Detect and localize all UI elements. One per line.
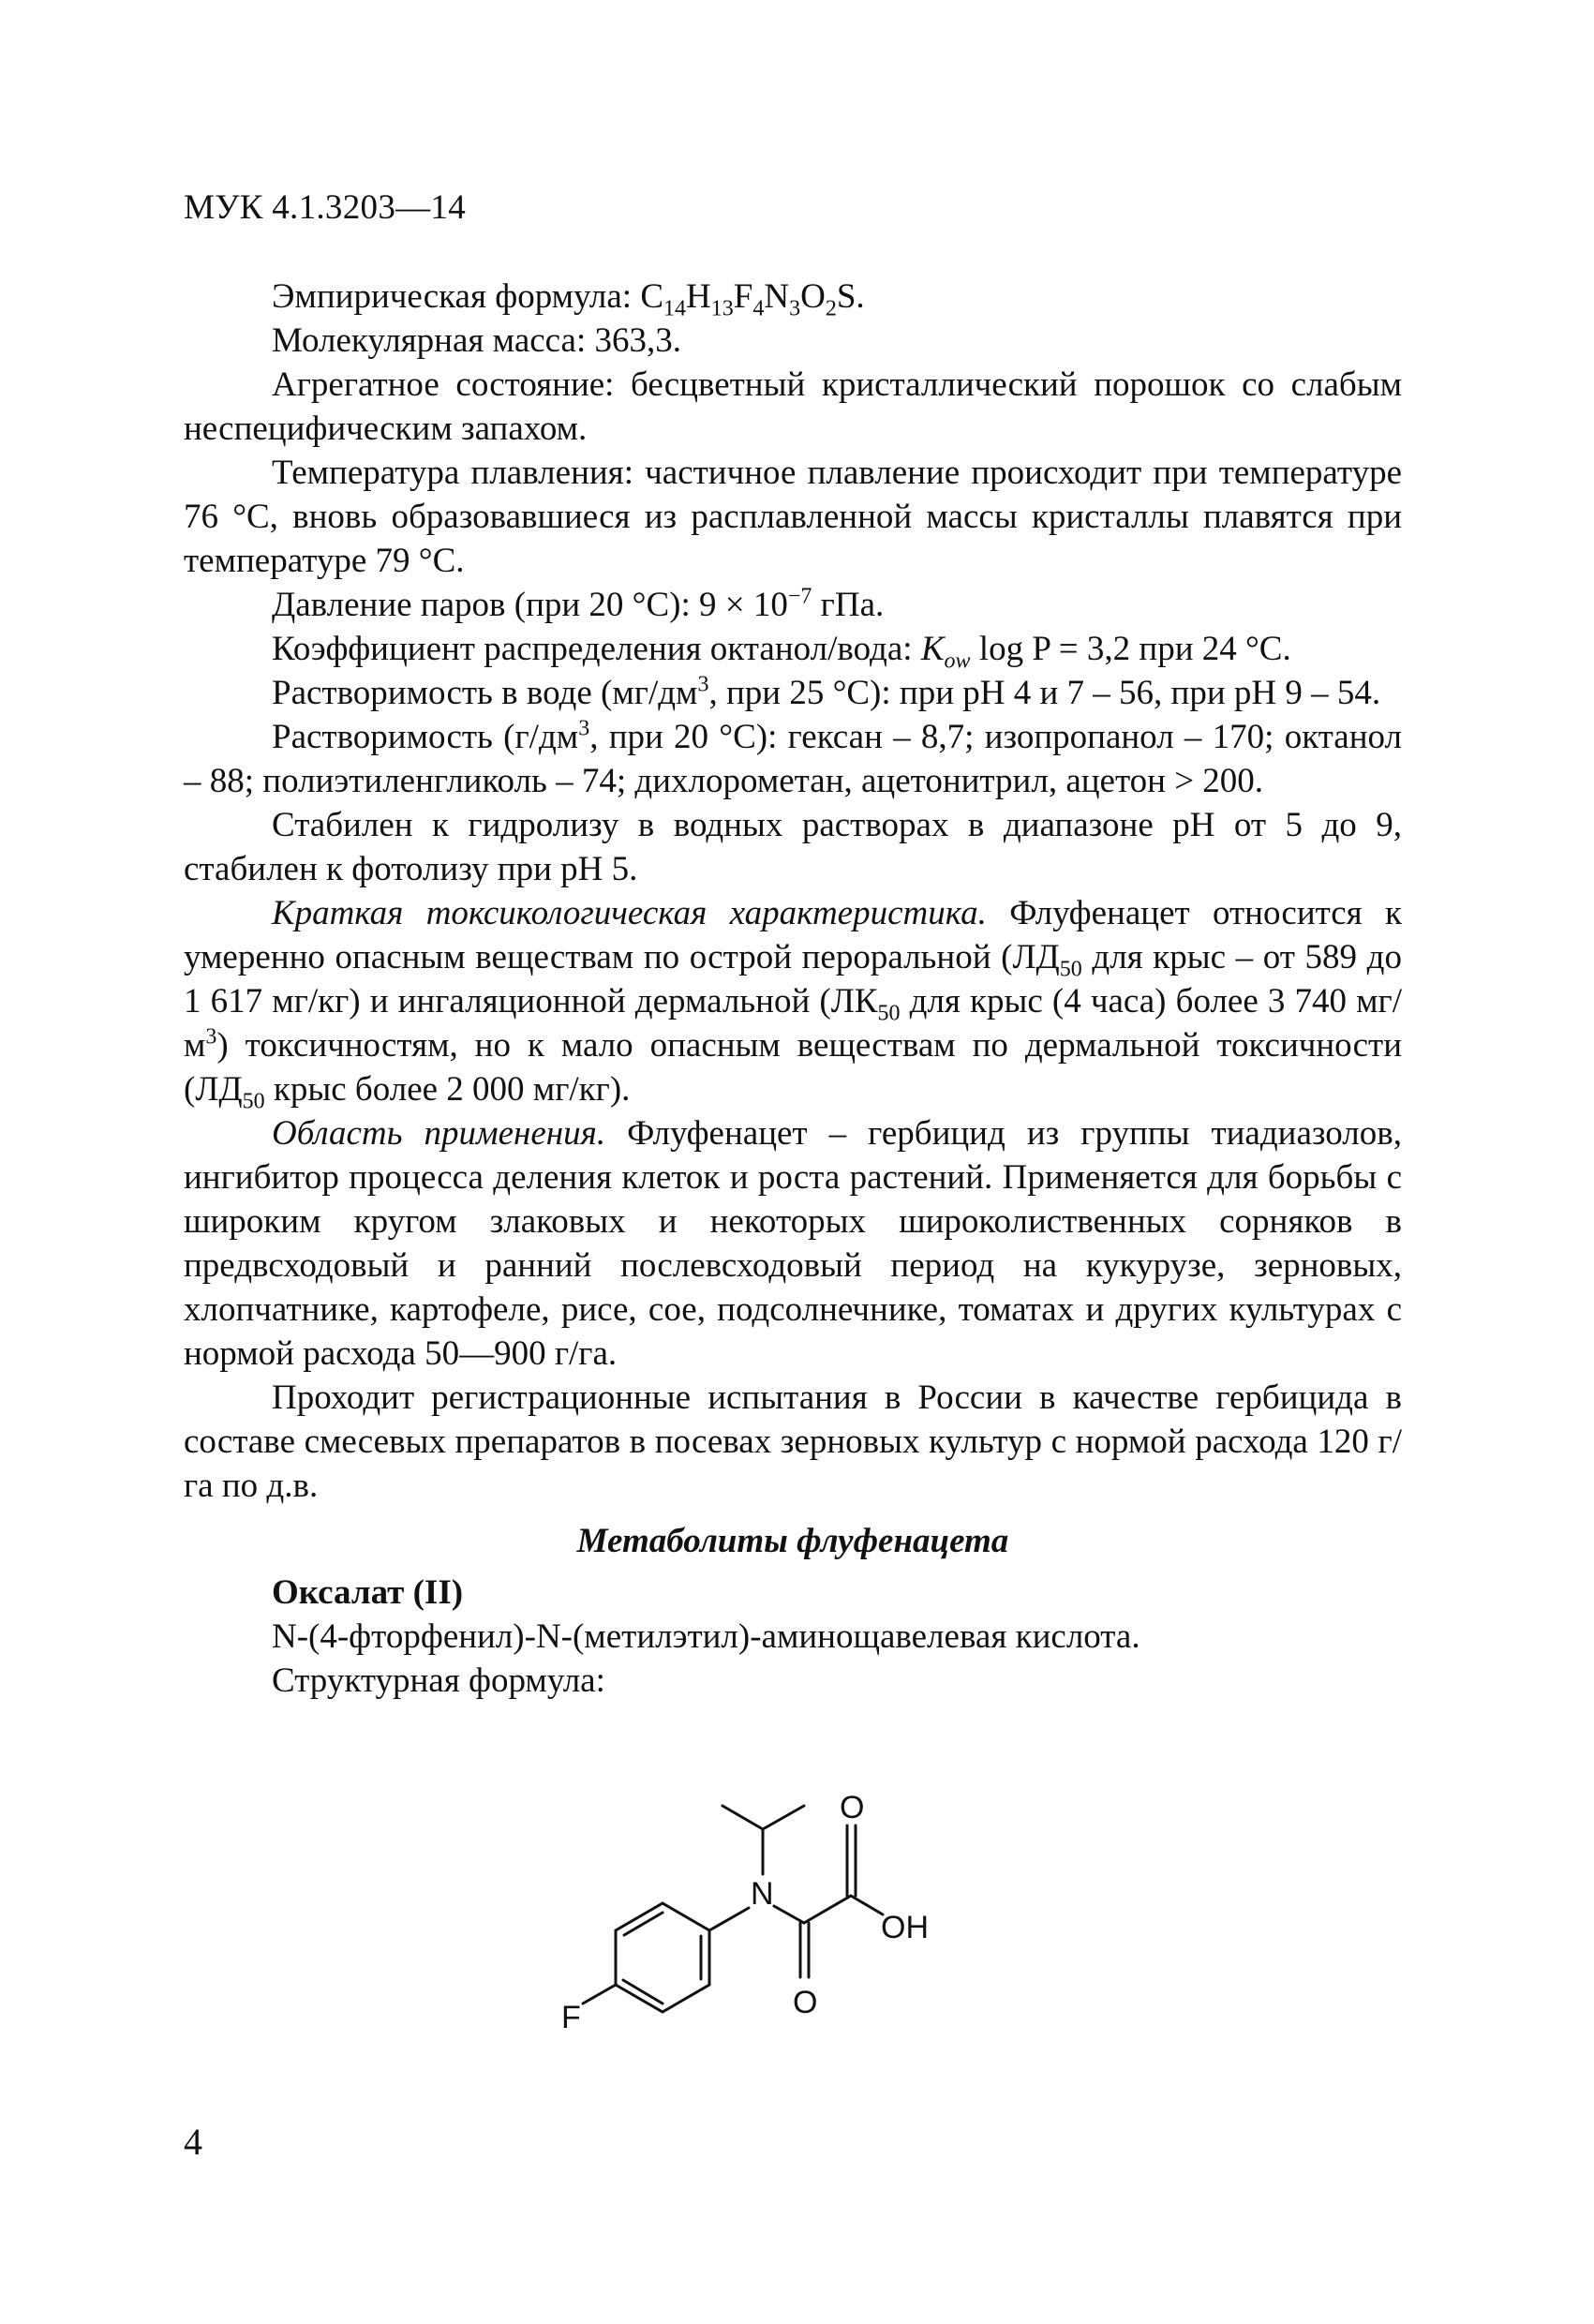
vapor-exponent: −7 bbox=[787, 584, 812, 609]
stability: Стабилен к гидролизу в водных растворах в диапазоне pH от 5 до 9, стабилен к фотолизу при pH 5. bbox=[184, 806, 1402, 888]
toxicology-paragraph bbox=[184, 891, 1403, 1114]
atom-o-top: O bbox=[840, 1790, 865, 1825]
formula-n-count: 3 bbox=[789, 296, 801, 321]
partition-k-sub: ow bbox=[944, 648, 971, 674]
isopropyl-left-bond bbox=[723, 1806, 763, 1829]
formula-s: S. bbox=[836, 277, 865, 316]
molar-mass: Молекулярная масса: 363,3. bbox=[272, 321, 682, 360]
water-solubility-text: Растворимость в воде (мг/дм bbox=[272, 674, 698, 712]
structural-formula-label: Структурная формула: bbox=[272, 1661, 605, 1700]
atom-n: N bbox=[751, 1876, 774, 1912]
application-heading: Область применения. bbox=[272, 1114, 606, 1153]
oxalate-structure-diagram bbox=[553, 1762, 1078, 2155]
toxicology-text-1: Флуфенацет относится к умеренно опасным веществам по острой пероральной (ЛД bbox=[184, 894, 1403, 976]
empirical-formula bbox=[184, 275, 1402, 319]
toxicology-sub-1: 50 bbox=[1059, 957, 1082, 982]
formula-c-count: 14 bbox=[663, 296, 687, 321]
vapor-text: Давление паров (при 20 °C): 9 × 10 bbox=[272, 586, 788, 624]
benzene-ring bbox=[616, 1903, 709, 2012]
toxicology-sub-2: 50 bbox=[877, 1001, 901, 1026]
solvent-solubility-exp: 3 bbox=[578, 716, 590, 741]
oxalate-name: N-(4-фторфенил)-N-(метилэтил)-аминощавелевая кислота. bbox=[272, 1617, 1140, 1656]
formula-f-count: 4 bbox=[752, 296, 765, 321]
toxicology-sub-4: 50 bbox=[242, 1089, 265, 1114]
page-number: 4 bbox=[184, 2121, 202, 2163]
melting-point: Температура плавления: частичное плавление происходит при температуре 76 °C, вновь образовавшиеся из расплавленной массы кристаллы плавятся при температуре 79 °C. bbox=[184, 454, 1402, 580]
toxicology-text-4: ) токсичностям, но к мало опасным веществам по дермальной токсичности (ЛД bbox=[184, 1026, 1402, 1109]
formula-h-count: 13 bbox=[710, 296, 734, 321]
registration-paragraph: Проходит регистрационные испытания в России в качестве гербицида в составе смесевых препаратов в посевах зерновых культур с нормой расхода 120 г/га по д.в. bbox=[184, 1378, 1402, 1505]
c-oh-bond bbox=[851, 1896, 883, 1914]
partition-k: K bbox=[920, 630, 945, 668]
application-paragraph bbox=[184, 1111, 1402, 1376]
water-solubility-exp: 3 bbox=[697, 672, 709, 697]
aggregate-state: Агрегатное состояние: бесцветный кристаллический порошок со слабым неспецифическим запахом. bbox=[184, 365, 1402, 448]
partition-text: Коэффициент распределения октанол/вода: bbox=[272, 630, 921, 668]
toxicology-text-5: крыс более 2 000 мг/кг). bbox=[264, 1070, 631, 1109]
water-solubility-values: , при 25 °C): при pH 4 и 7 – 56, при pH 9 – 54. bbox=[708, 674, 1381, 712]
toxicology-text-2: для крыс – от 589 до 1 617 мг/кг) и ингаляционной дермальной (ЛК bbox=[184, 938, 1402, 1020]
formula-h: H bbox=[686, 277, 711, 316]
toxicology-text-3: для крыс (4 часа) более 3 740 мг/м bbox=[184, 982, 1402, 1065]
metabolites-title: Метаболиты флуфенацета bbox=[576, 1522, 1009, 1560]
solvent-solubility bbox=[184, 715, 1402, 803]
n-carbonyl-bond bbox=[774, 1906, 804, 1923]
solvent-solubility-text: Растворимость (г/дм bbox=[272, 718, 579, 756]
atom-f: F bbox=[561, 2000, 581, 2035]
formula-o: O bbox=[800, 277, 826, 316]
partition-value: log P = 3,2 при 24 °C. bbox=[970, 630, 1291, 668]
formula-n: N bbox=[764, 277, 790, 316]
atom-o-bottom: O bbox=[793, 1985, 818, 2020]
toxicology-sup-3: 3 bbox=[205, 1024, 217, 1050]
formula-f: F bbox=[733, 277, 753, 316]
solvent-solubility-values: , при 20 °C): гексан – 8,7; изопропанол – 170; октанол – 88; полиэтиленгликоль – 74; дихлорометан, ацетонитрил, ацетон > 200. bbox=[184, 718, 1402, 800]
main-content bbox=[184, 275, 1402, 1703]
toxicology-heading: Краткая токсикологическая характеристика. bbox=[272, 894, 987, 932]
formula-label: Эмпирическая формула: bbox=[272, 277, 641, 316]
vapor-pressure bbox=[184, 583, 1402, 627]
formula-o-count: 2 bbox=[825, 296, 837, 321]
atom-oh: OH bbox=[881, 1910, 929, 1945]
oxalate-title: Оксалат (II) bbox=[272, 1573, 464, 1612]
partition-coefficient bbox=[184, 627, 1402, 674]
c-c-bond bbox=[804, 1896, 851, 1923]
document-header: МУК 4.1.3203—14 bbox=[184, 188, 467, 227]
n-ring-bond bbox=[709, 1908, 749, 1930]
vapor-unit: гПа. bbox=[812, 586, 885, 624]
isopropyl-right-bond bbox=[763, 1806, 804, 1829]
ring-f-bond bbox=[583, 1985, 616, 2004]
water-solubility bbox=[184, 671, 1402, 715]
application-text: Флуфенацет – гербицид из группы тиадиазолов, ингибитор процесса деления клеток и роста растений. Применяется для борьбы с широким кругом злаковых и некоторых широколиственных сорняков в предвсходовый и ранний послевсходовый период на кукурузе, зерновых, хлопчатнике, картофеле, рисе, сое, подсолнечнике, томатах и других культурах с нормой расхода 50—900 г/га. bbox=[184, 1114, 1402, 1373]
formula-c: C bbox=[640, 277, 664, 316]
